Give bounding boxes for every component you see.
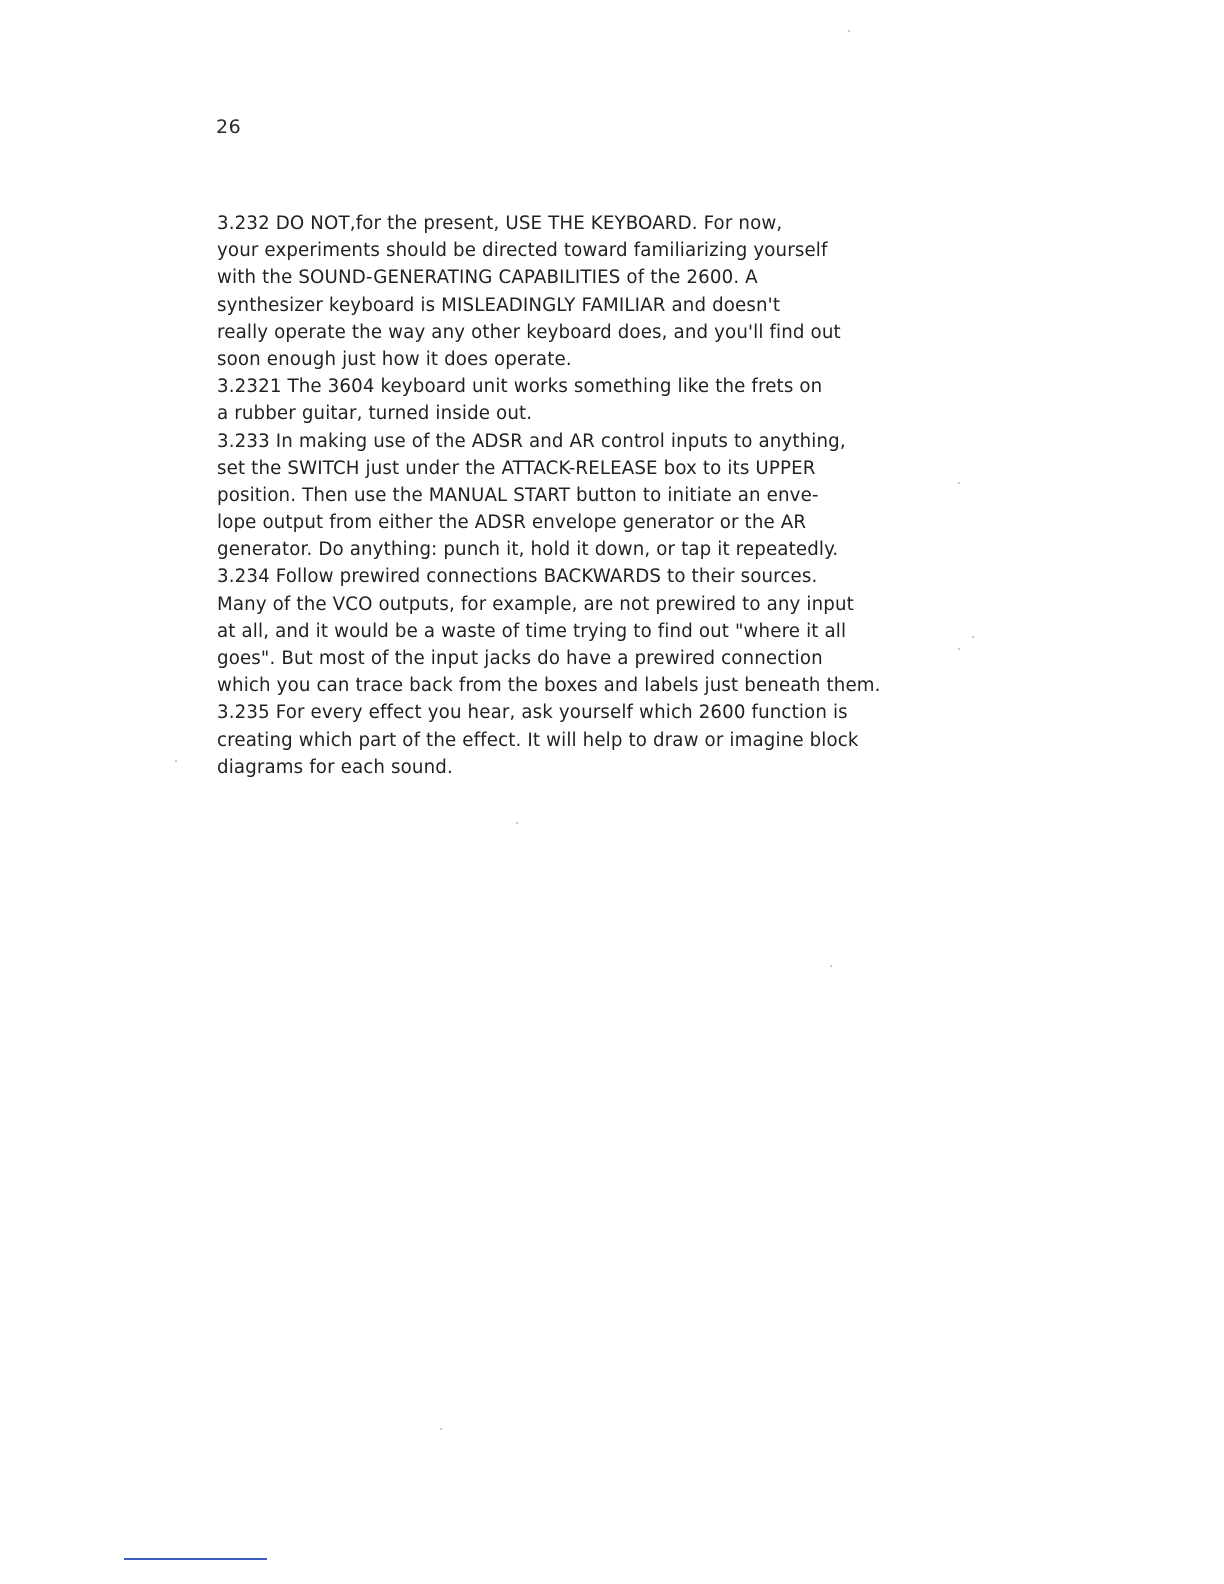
text-line: synthesizer keyboard is MISLEADINGLY FAMILIAR and doesn't: [217, 294, 781, 316]
text-line: really operate the way any other keyboard does, and you'll find out: [217, 321, 841, 343]
scan-speck: [516, 822, 518, 824]
scan-speck: [972, 636, 974, 638]
text-line: 3.2321 The 3604 keyboard unit works something like the frets on: [217, 376, 823, 398]
text-line: 3.232 DO NOT,for the present, USE THE KEYBOARD. For now,: [217, 213, 783, 234]
text-line: with the SOUND-GENERATING CAPABILITIES of the 2600. A: [217, 267, 758, 289]
text-line: soon enough just how it does operate.: [217, 348, 572, 370]
text-line: 3.234 Follow prewired connections BACKWARDS to their sources.: [217, 566, 818, 588]
text-line: 3.235 For every effect you hear, ask yourself which 2600 function is: [217, 702, 848, 724]
scan-speck: [830, 965, 832, 967]
text-line: lope output from either the ADSR envelope generator or the AR: [217, 512, 807, 534]
text-line: set the SWITCH just under the ATTACK-RELEASE box to its UPPER: [217, 457, 816, 479]
text-line: position. Then use the MANUAL START button to initiate an enve-: [217, 484, 819, 506]
scan-speck: [175, 760, 177, 762]
scan-speck: [440, 1428, 442, 1430]
text-line: 3.233 In making use of the ADSR and AR control inputs to anything,: [217, 430, 846, 452]
text-line: at all, and it would be a waste of time trying to find out "where it all: [217, 620, 847, 642]
text-line: generator. Do anything: punch it, hold it down, or tap it repeatedly.: [217, 539, 839, 561]
body-text: [217, 210, 917, 781]
text-line: your experiments should be directed toward familiarizing yourself: [217, 240, 828, 262]
scan-speck: [958, 648, 960, 650]
text-line: a rubber guitar, turned inside out.: [217, 403, 533, 425]
text-line: diagrams for each sound.: [217, 756, 453, 778]
footer-rule: [124, 1558, 267, 1560]
scan-speck: [958, 482, 960, 484]
text-line: Many of the VCO outputs, for example, are not prewired to any input: [217, 593, 854, 615]
text-line: creating which part of the effect. It will help to draw or imagine block: [217, 729, 859, 751]
page-number: 26: [216, 116, 242, 138]
text-line: which you can trace back from the boxes and labels just beneath them.: [217, 675, 881, 697]
text-line: goes". But most of the input jacks do have a prewired connection: [217, 648, 823, 669]
scan-speck: [848, 30, 850, 32]
